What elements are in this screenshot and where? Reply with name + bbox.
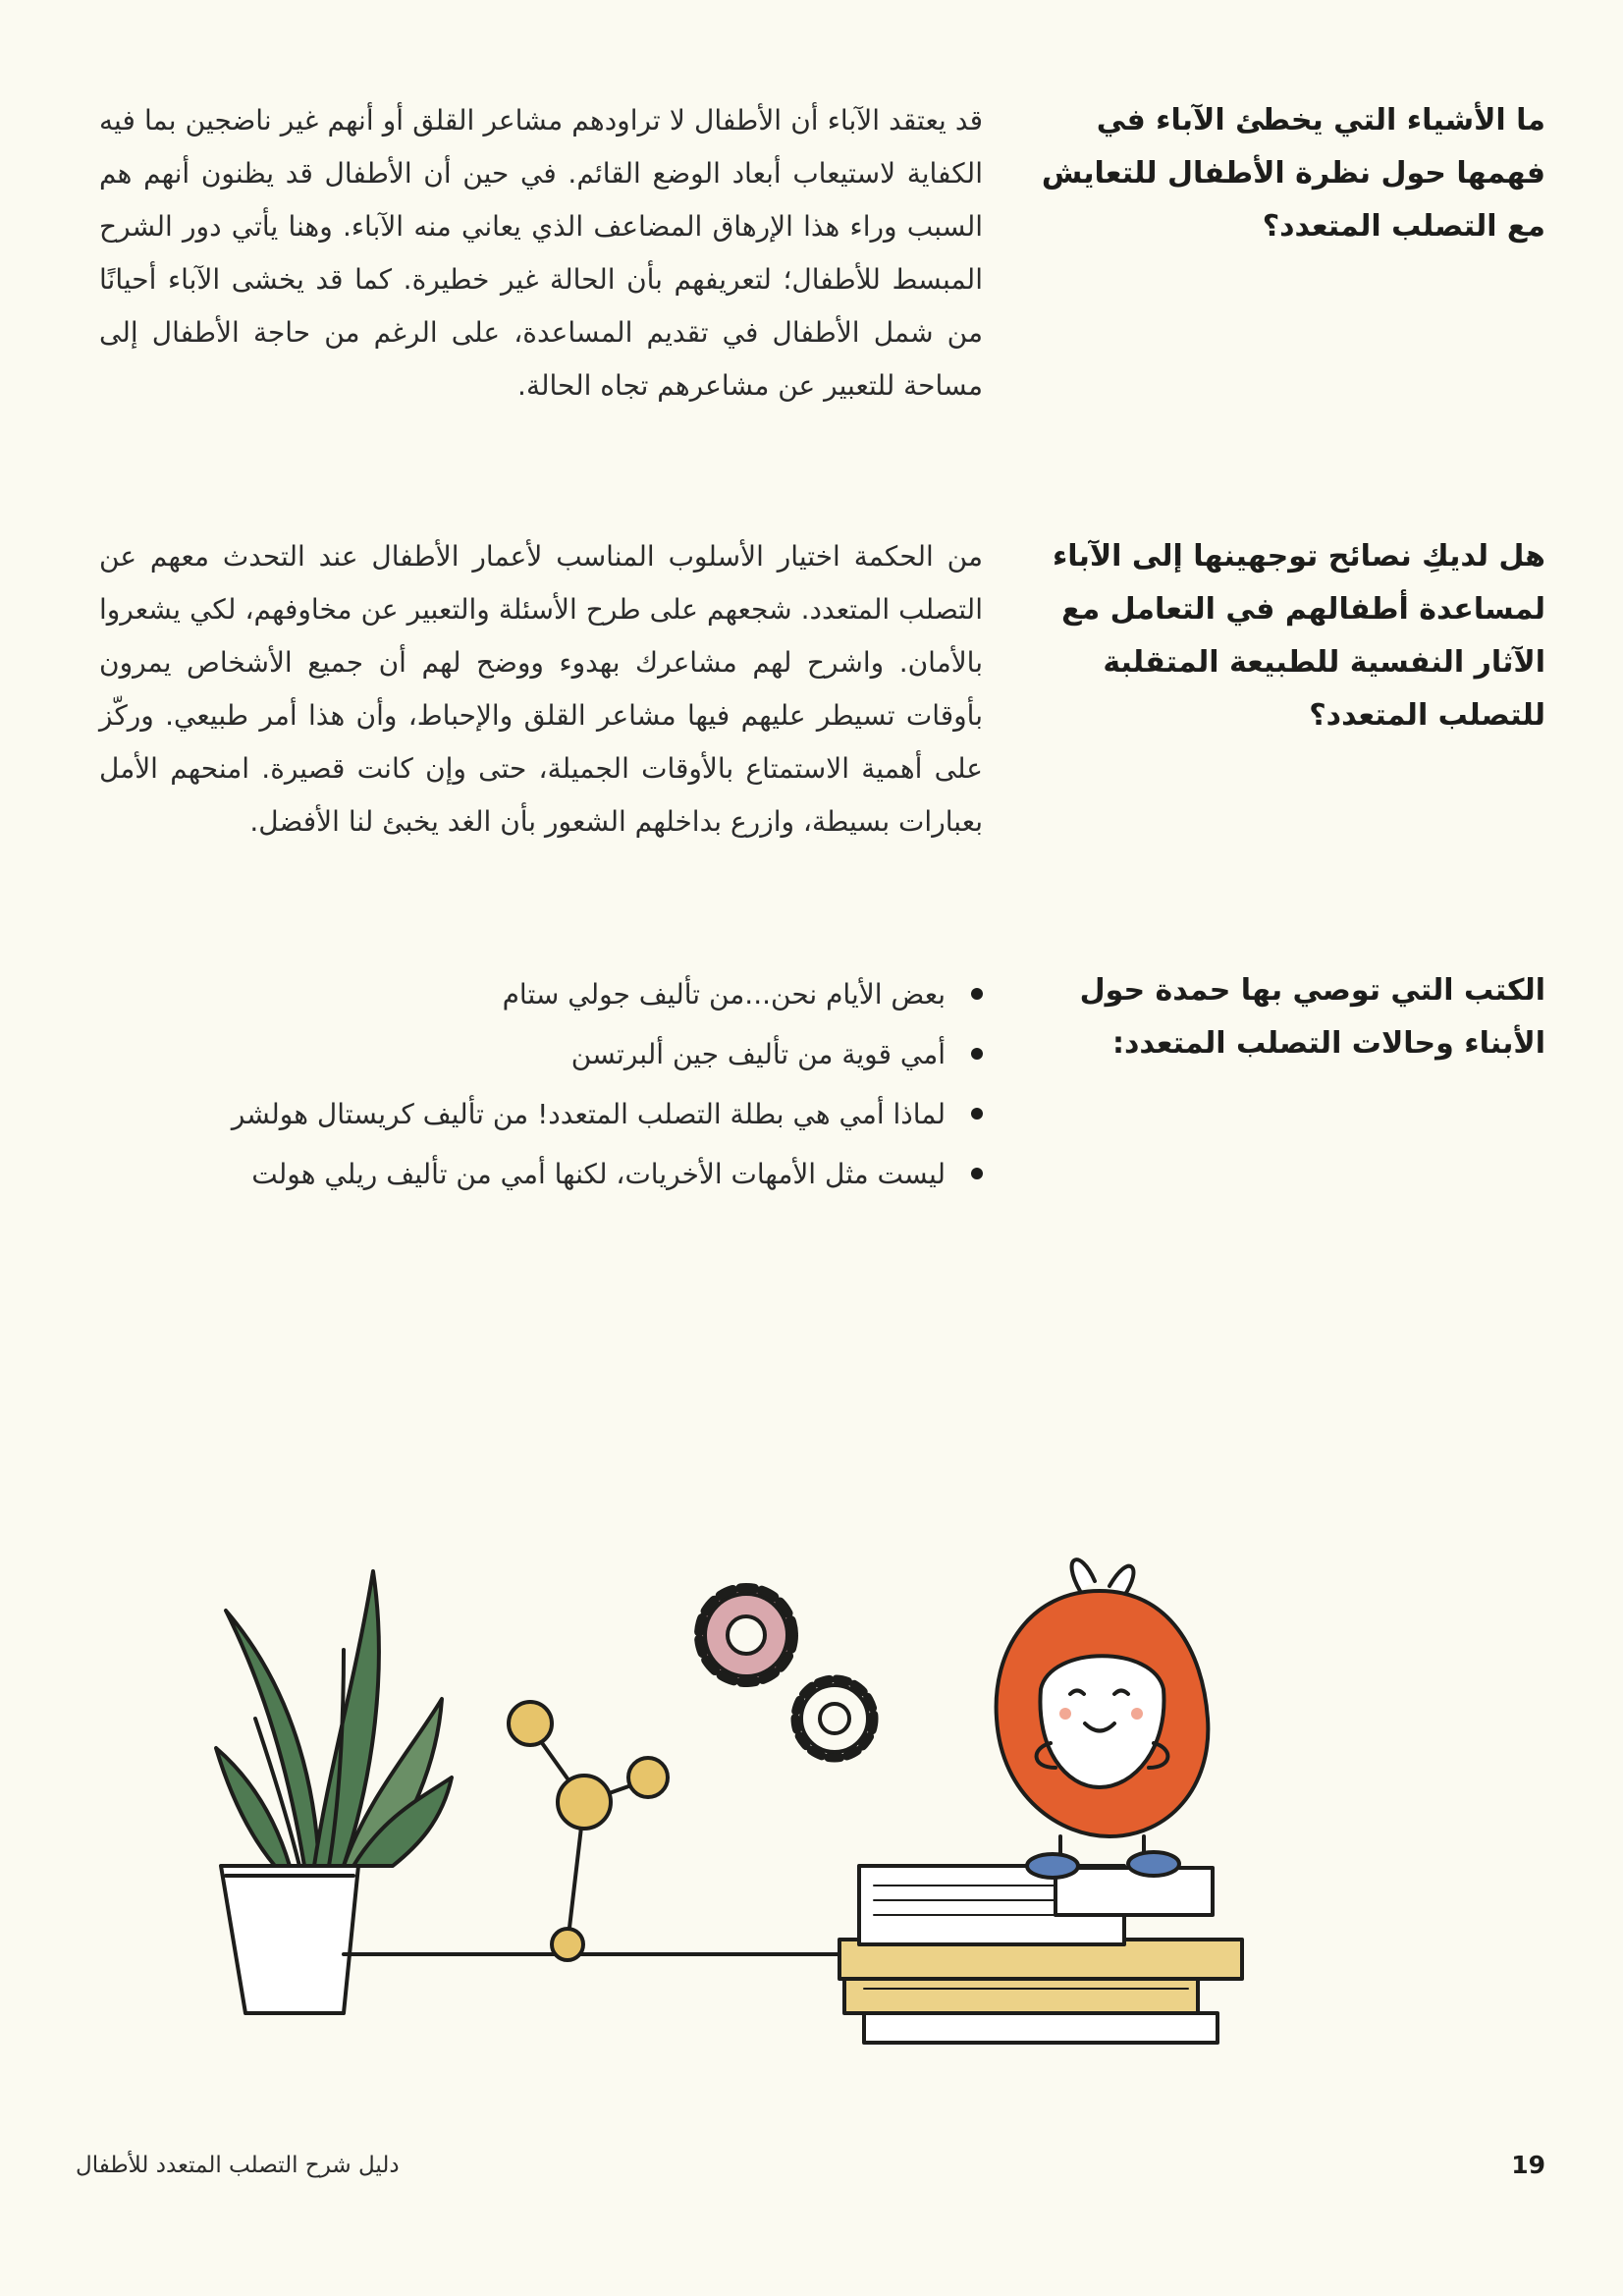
bullet-icon [971,1048,983,1060]
page-number: 19 [1511,2151,1545,2179]
footer-title: دليل شرح التصلب المتعدد للأطفال [76,2153,400,2178]
bullet-icon [971,988,983,1000]
molecule-icon [509,1702,668,1960]
bullet-icon [971,1108,983,1120]
answer-paragraph: من الحكمة اختيار الأسلوب المناسب لأعمار الأطفال عند التحدث معهم عن التصلب المتعدد. شجعهم على طرح الأسئلة والتعبير عن مخاوفهم، لكي يشعروا بالأمان. واشرح لهم مشاعرك بهدوء ووضح لهم أن جميع الأشخاص يمرون بأوقات تسيطر عليهم فيها مشاعر القلق والإحباط، وأن هذا أمر طبيعي. وركّز على أهمية الاستمتاع بالأوقات الجميلة، حتى وإن كانت قصيرة. امنحهم الأمل بعبارات بسيطة، وازرع بداخلهم الشعور بأن الغد يخبئ لنا الأفضل. [99,540,983,838]
book-stack-icon [839,1866,1242,2043]
bullet-icon [971,1168,983,1179]
plant-icon [216,1571,452,2013]
book-list [99,964,983,1204]
book-title: أمي قوية من تأليف جين ألبرتسن [570,1038,946,1070]
list-item [99,1144,983,1204]
gears-icon [699,1588,874,1758]
book-title: ليست مثل الأمهات الأخريات، لكنها أمي من تأليف ريلي هولت [251,1158,946,1190]
answer-paragraph: قد يعتقد الآباء أن الأطفال لا تراودهم مشاعر القلق أو أنهم غير ناضجين بما فيه الكفاية لاستيعاب أبعاد الوضع القائم. في حين أن الأطفال قد يظنون أنهم هم السبب وراء هذا الإرهاق المضاعف الذي يعاني منه الآباء. وهنا يأتي دور الشرح المبسط للأطفال؛ لتعريفهم بأن الحالة غير خطيرة. كما قد يخشى الآباء أحيانًا من شمل الأطفال في تقديم المساعدة، على الرغم من حاجة الأطفال إلى مساحة للتعبير عن مشاعرهم تجاه الحالة. [99,104,983,402]
question-heading: ما الأشياء التي يخطئ الآباء في فهمها حول نظرة الأطفال للتعايش مع التصلب المتعدد؟ [1041,103,1545,244]
book-title: بعض الأيام نحن...من تأليف جولي ستام [502,978,946,1011]
question-heading: الكتب التي توصي بها حمدة حول الأبناء وحالات التصلب المتعدد: [1079,973,1545,1061]
character-icon [997,1559,1209,1878]
list-item [99,1084,983,1144]
list-item [99,1024,983,1084]
question-heading: هل لديكِ نصائح توجهينها إلى الآباء لمساعدة أطفالهم في التعامل مع الآثار النفسية للطبيعة المتقلبة للتصلب المتعدد؟ [1052,539,1545,733]
list-item [99,964,983,1024]
book-title: لماذا أمي هي بطلة التصلب المتعدد! من تأليف كريستال هولشر [231,1098,946,1130]
illustration [196,1552,1325,2082]
